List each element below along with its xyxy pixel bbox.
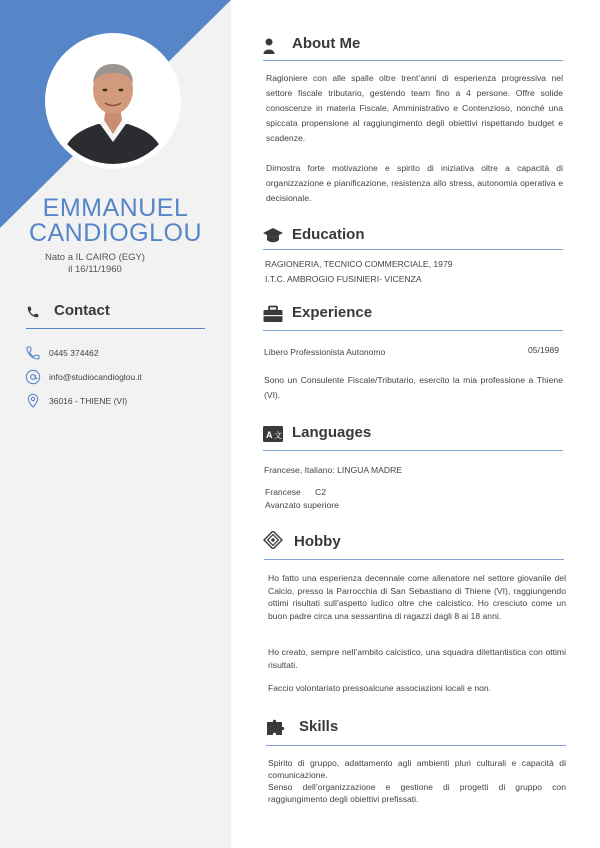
graduation-cap-icon [263,227,283,245]
hobby-text-3: Faccio volontariato pressoalcune associazioni locali e non. [268,683,492,693]
hobby-text-1: Ho fatto una esperienza decennale come allenatore nel settore giovanile del Calcio, presso la Parrocchia di San Sebastiano di Thiene (VI), raggiungendo ottimi risultati sull’aspetto ludico oltre che calcistico. Ho cresciuto come un buon padre circa una sessantina di ragazzi dagli 8 ai 18 anni. [268,573,566,621]
language-level: C2 [315,487,326,497]
experience-description: Sono un Consulente Fiscale/Tributario, esercito la mia professione a Thiene (VI). [264,375,563,400]
puzzle-icon [266,718,286,736]
at-icon [25,369,41,385]
phone-icon [26,305,40,319]
translate-icon [263,425,283,443]
sidebar [0,0,231,848]
education-title: Education [292,226,365,243]
education-degree: RAGIONERIA, TECNICO COMMERCIALE, 1979 [265,259,453,269]
experience-date: 05/1989 [528,345,560,355]
contact-divider [26,328,205,329]
svg-text:A: A [266,430,273,440]
briefcase-icon [263,305,283,323]
user-icon [263,37,283,55]
education-divider [263,249,563,250]
skills-divider [266,745,566,746]
contact-email-text: info@studiocandioglou.it [49,372,142,382]
svg-text:文: 文 [274,431,282,440]
about-text-1: Ragioniere con alle spalle oltre trent’anni di esperienza progressiva nel settore fiscale tributario, gestendo team fino a 4 persone. Offre solide conoscenze in materia Fiscale, Amministrativo e Contenzioso, nonché una spiccata propensione al raggiungimento degli obiettivi rispettando budget e scadenze. [266,73,563,143]
name-first: EMMANUEL [42,194,189,222]
experience-role: Libero Professionista Autonomo [264,347,386,357]
hobby-text-2: Ho creato, sempre nell’ambito calcistico, una squadra dilettantistica con ottimi risultati. [268,647,566,670]
contact-phone-text: 0445 374462 [49,348,99,358]
skills-text-2: Senso dell’organizzazione e gestione di progetti di gruppo con raggiungimento degli obiettivi prefissati. [268,782,566,804]
experience-divider [263,330,563,331]
profile-photo [45,33,181,169]
languages-title: Languages [292,424,372,441]
languages-divider [263,450,563,451]
contact-title: Contact [54,302,110,319]
skills-text-1: Spirito di gruppo, adattamento agli ambienti pluri culturali e capacità di comunicazione. [268,758,566,780]
ornament-icon [263,531,283,549]
phone-outline-icon [25,345,41,361]
name-last: CANDIOGLOU [28,219,203,247]
hobby-title: Hobby [294,533,341,550]
map-pin-icon [25,393,41,409]
birth-place: Nato a IL CAIRO (EGY) [45,252,145,263]
contact-phone[interactable] [25,345,225,363]
about-title: About Me [292,35,361,52]
about-divider [263,60,563,61]
language-name: Francese [265,487,301,497]
contact-address-text: 36016 - THIENE (VI) [49,396,128,406]
language-level-desc: Avanzato superiore [265,500,339,510]
languages-mother: Francese, Italiano: LINGUA MADRE [264,465,403,475]
birth-date: il 16/11/1960 [68,264,122,275]
contact-email[interactable] [25,369,225,387]
experience-title: Experience [292,304,373,321]
contact-address [25,393,225,411]
hobby-divider [264,559,564,560]
education-school: I.T.C. AMBROGIO FUSINIERI- VICENZA [265,274,422,284]
skills-title: Skills [299,718,339,735]
about-text-2: Dimostra forte motivazione e spirito di iniziativa oltre a capacità di organizzazione e pianificazione, resistenza allo stress, autonomia operativa e decisionale. [266,163,563,203]
